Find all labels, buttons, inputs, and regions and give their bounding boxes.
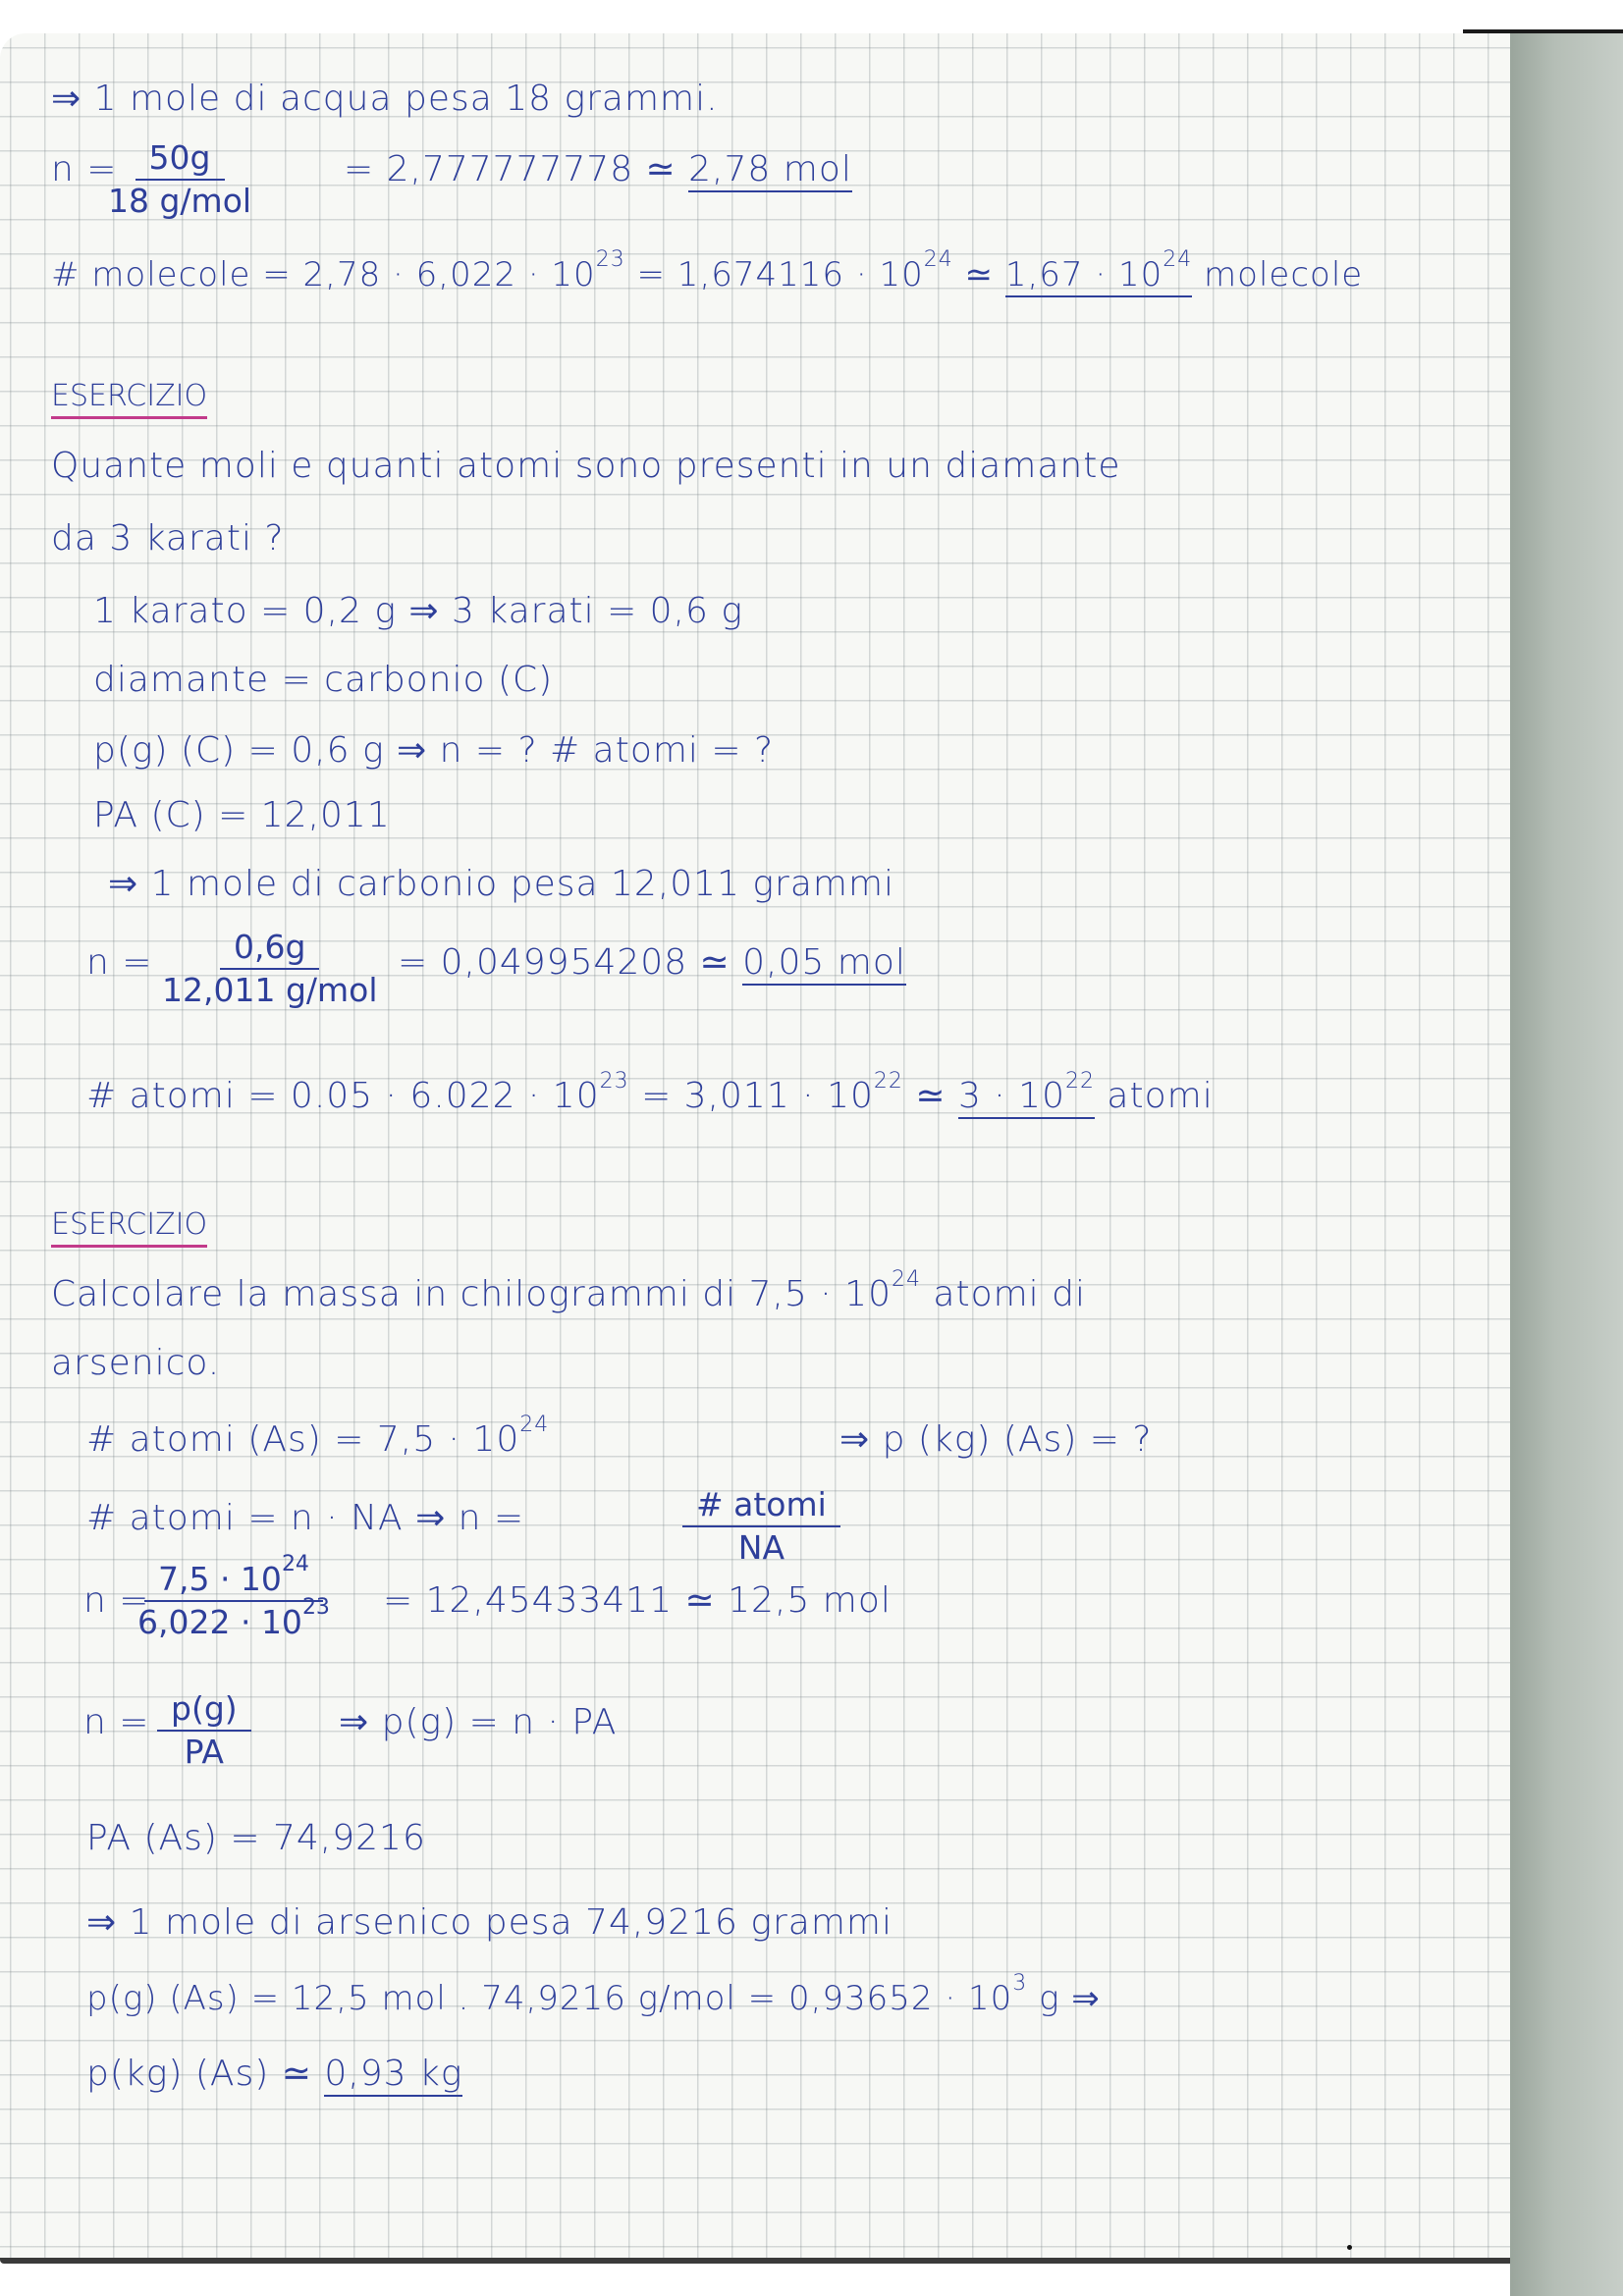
atomi-formula-denominator: NA	[737, 1528, 785, 1567]
arsenico-n-denominator-exp: 23	[301, 1595, 330, 1620]
esercizio-3-question-end: atomi di	[920, 1274, 1086, 1314]
esercizio-3-question-exp: 24	[891, 1267, 921, 1292]
pa-arsenico-line: PA (As) = 74,9216	[86, 1818, 426, 1858]
esercizio-2-heading: ESERCIZIO	[51, 379, 207, 419]
n-pa-fraction	[157, 1690, 251, 1771]
carbonio-n-final: 0,05 mol	[742, 942, 906, 986]
acqua-n-fraction	[108, 139, 251, 220]
notebook-page	[0, 33, 1510, 2262]
atomi-formula-fraction	[682, 1486, 840, 1567]
carbonio-atomi-pre: # atomi = 0.05 · 6.022 · 10	[86, 1076, 600, 1116]
carbonio-atomi-final-base: 3 · 10	[957, 1076, 1065, 1116]
acqua-molecole-line	[51, 247, 1364, 294]
arsenico-n-label: n =	[83, 1580, 150, 1621]
carbonio-n-label: n =	[86, 942, 153, 983]
arsenico-n-numerator-exp: 24	[281, 1552, 309, 1576]
acqua-molecole-unit: molecole	[1192, 255, 1364, 294]
page-bottom-edge	[0, 2258, 1510, 2264]
pkg-arsenico-pre: p(kg) (As) ≃	[86, 2054, 325, 2094]
ink-dot	[1347, 2245, 1352, 2250]
acqua-n-result-value: = 2,777777778 ≃	[344, 149, 676, 189]
karato-line: 1 karato = 0,2 g ⇒ 3 karati = 0,6 g	[93, 591, 743, 631]
acqua-n-numerator: 50g	[135, 139, 225, 181]
acqua-molecole-mid: = 1,674116 · 10	[624, 255, 924, 294]
arsenico-n-numerator-base: 7,5 · 10	[157, 1560, 282, 1598]
n-pa-result: ⇒ p(g) = n · PA	[339, 1702, 618, 1742]
arsenico-n-fraction	[137, 1552, 330, 1641]
esercizio-3-question-line2: arsenico.	[51, 1343, 221, 1383]
carbonio-atomi-final	[957, 1069, 1095, 1119]
arsenico-n-numerator	[144, 1552, 323, 1602]
carbonio-n-result-value: = 0,049954208 ≃	[398, 942, 730, 983]
carbonio-atomi-line	[86, 1069, 1214, 1116]
carbonio-n-denominator: 12,011 g/mol	[162, 971, 378, 1009]
esercizio-3-question-line1	[51, 1267, 1086, 1314]
acqua-molecole-exp2: 24	[923, 247, 953, 272]
pkg-arsenico-final: 0,93 kg	[324, 2054, 462, 2097]
arsenico-n-denominator-base: 6,022 · 10	[137, 1603, 302, 1641]
mole-arsenico-line: ⇒ 1 mole di arsenico pesa 74,9216 grammi	[86, 1902, 893, 1943]
carbonio-atomi-exp2: 22	[873, 1069, 903, 1094]
esercizio-3-question-text: Calcolare la massa in chilogrammi di 7,5 · 10	[51, 1274, 892, 1314]
arsenico-atomi-end: ⇒ p (kg) (As) = ?	[839, 1419, 1153, 1460]
mole-carbonio-line: ⇒ 1 mole di carbonio pesa 12,011 grammi	[108, 864, 895, 904]
arsenico-n-denominator	[137, 1595, 330, 1641]
acqua-n-label: n =	[51, 149, 118, 189]
carbonio-atomi-exp3: 22	[1064, 1069, 1095, 1094]
atomi-formula-line: # atomi = n · NA ⇒ n =	[86, 1498, 525, 1538]
esercizio-2-question-line2: da 3 karati ?	[51, 518, 285, 559]
acqua-molecole-final-base: 1,67 · 10	[1004, 255, 1163, 294]
n-pa-label: n =	[83, 1702, 150, 1742]
acqua-n-final: 2,78 mol	[688, 149, 852, 192]
diamante-line: diamante = carbonio (C)	[93, 660, 554, 700]
carbonio-n-result	[398, 942, 906, 983]
acqua-molecole-final	[1004, 247, 1193, 297]
carbonio-atomi-unit: atomi	[1094, 1076, 1214, 1116]
pa-carbonio-line: PA (C) = 12,011	[93, 795, 391, 835]
arsenico-n-result: = 12,45433411 ≃ 12,5 mol	[383, 1580, 892, 1621]
acqua-n-denominator: 18 g/mol	[108, 182, 252, 220]
pg-arsenico-line	[86, 1971, 1101, 2018]
esercizio-3-heading: ESERCIZIO	[51, 1207, 207, 1248]
scan-background-top	[0, 0, 1623, 33]
acqua-molecole-pre: # molecole = 2,78 · 6,022 · 10	[51, 255, 596, 294]
pkg-arsenico-line	[86, 2054, 462, 2094]
pg-carbonio-line: p(g) (C) = 0,6 g ⇒ n = ? # atomi = ?	[93, 730, 775, 771]
pg-arsenico-end: g ⇒	[1027, 1979, 1101, 2018]
carbonio-atomi-exp1: 23	[599, 1069, 629, 1094]
carbonio-atomi-approx: ≃	[902, 1076, 958, 1116]
pg-arsenico-exp: 3	[1012, 1971, 1028, 1996]
acqua-n-result	[344, 149, 852, 189]
arsenico-atomi-pre: # atomi (As) = 7,5 · 10	[86, 1419, 520, 1460]
n-pa-numerator: p(g)	[157, 1690, 251, 1732]
acqua-molecole-approx: ≃	[952, 255, 1005, 294]
acqua-molecole-exp3: 24	[1163, 247, 1193, 272]
pg-arsenico-pre: p(g) (As) = 12,5 mol . 74,9216 g/mol = 0,93652 · 10	[86, 1979, 1013, 2018]
n-pa-denominator: PA	[184, 1733, 225, 1771]
arsenico-atomi-exp: 24	[519, 1413, 550, 1437]
carbonio-n-fraction	[162, 929, 378, 1009]
acqua-mole-line: ⇒ 1 mole di acqua pesa 18 grammi.	[51, 79, 719, 119]
carbonio-n-numerator: 0,6g	[220, 929, 319, 970]
carbonio-atomi-mid: = 3,011 · 10	[628, 1076, 874, 1116]
atomi-formula-numerator: # atomi	[682, 1486, 840, 1527]
acqua-molecole-exp1: 23	[595, 247, 625, 272]
arsenico-atomi-line	[86, 1413, 550, 1460]
scan-background-right	[1510, 33, 1623, 2296]
esercizio-2-question-line1: Quante moli e quanti atomi sono presenti in un diamante	[51, 446, 1121, 486]
